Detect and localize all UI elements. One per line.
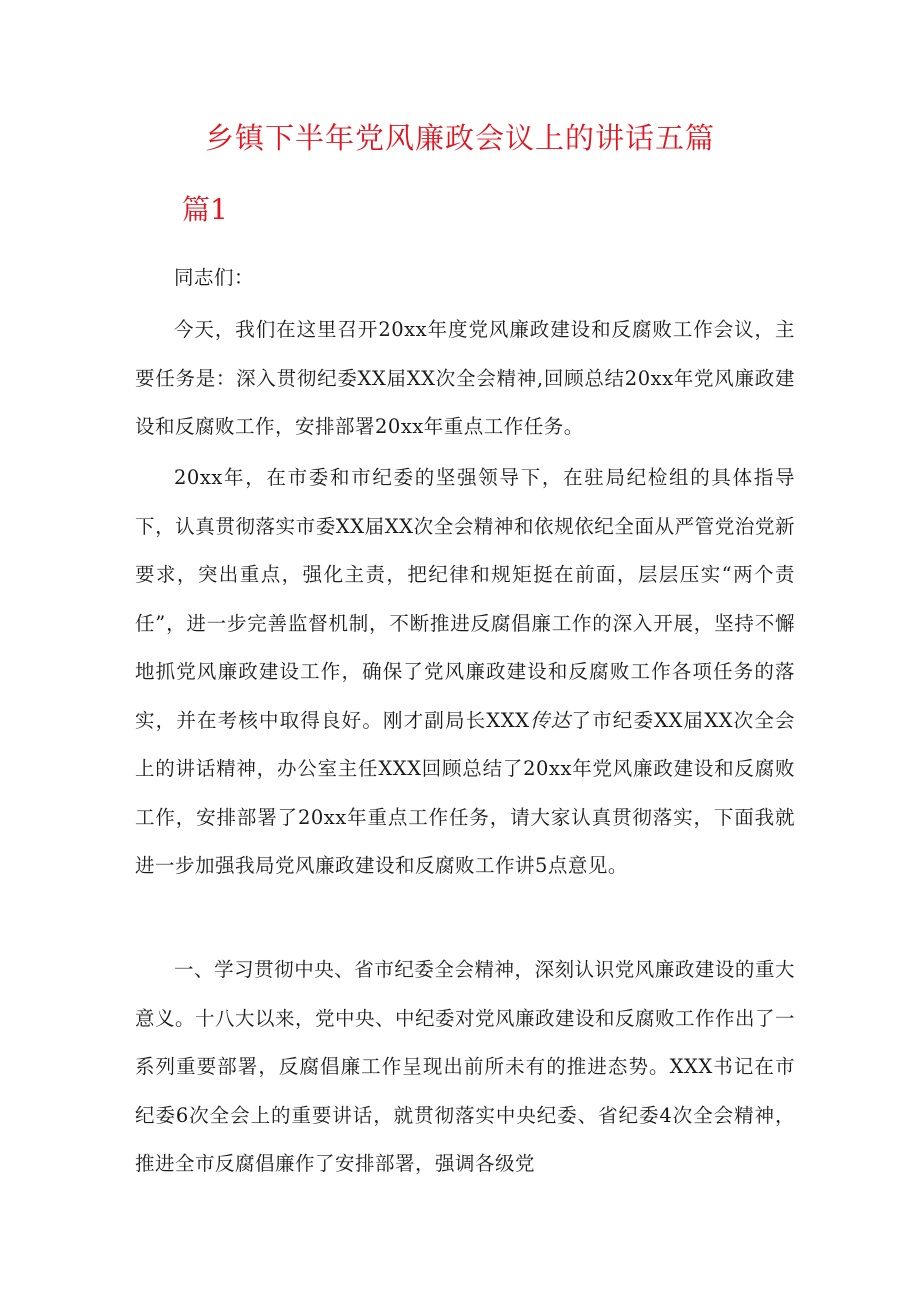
paragraph-2-italic: 传达 [529,708,572,732]
paragraph-2-after: 了市纪委XX届XX次全会上的讲话精神，办公室主任XXX回顾总结了20xx年党风廉政建设和反腐败工作，安排部署了20xx年重点工作任务，请大家认真贯彻落实，下面我就进一步加强我局党风廉政建设和反腐败工作讲5点意见。 [135,708,795,877]
salutation: 同志们： [174,266,255,289]
document-title: 乡镇下半年党风廉政会议上的讲话五篇 [204,121,715,155]
paragraph-2-before: 20xx年，在市委和市纪委的坚强领导下，在驻局纪检组的具体指导下，认真贯彻落实市委XX届XX次全会精神和依规依纪全面从严管党治党新要求，突出重点，强化主责，把纪律和规矩挺在前面，层层压实“两个责任”，进一步完善监督机制，不断推进反腐倡廉工作的深入开展，坚持不懈地抓党风廉政建设工作，确保了党风廉政建设和反腐败工作各项任务的落实，并在考核中取得良好。刚才副局长XXX [135,466,795,732]
section-heading: 篇1 [182,193,228,226]
paragraph-1: 今天，我们在这里召开20xx年度党风廉政建设和反腐败工作会议，主要任务是：深入贯彻纪委XX届XX次全会精神,回顾总结20xx年党风廉政建设和反腐败工作，安排部署20xx年重点工作任务。 [135,318,795,438]
paragraph-3: 一、学习贯彻中央、省市纪委全会精神，深刻认识党风廉政建设的重大意义。十八大以来，党中央、中纪委对党风廉政建设和反腐败工作作出了一系列重要部署，反腐倡廉工作呈现出前所未有的推进态势。XXX书记在市纪委6次全会上的重要讲话，就贯彻落实中央纪委、省纪委4次全会精神，推进全市反腐倡廉作了安排部署，强调各级党 [135,958,796,1175]
paragraph-2 [135,454,795,891]
